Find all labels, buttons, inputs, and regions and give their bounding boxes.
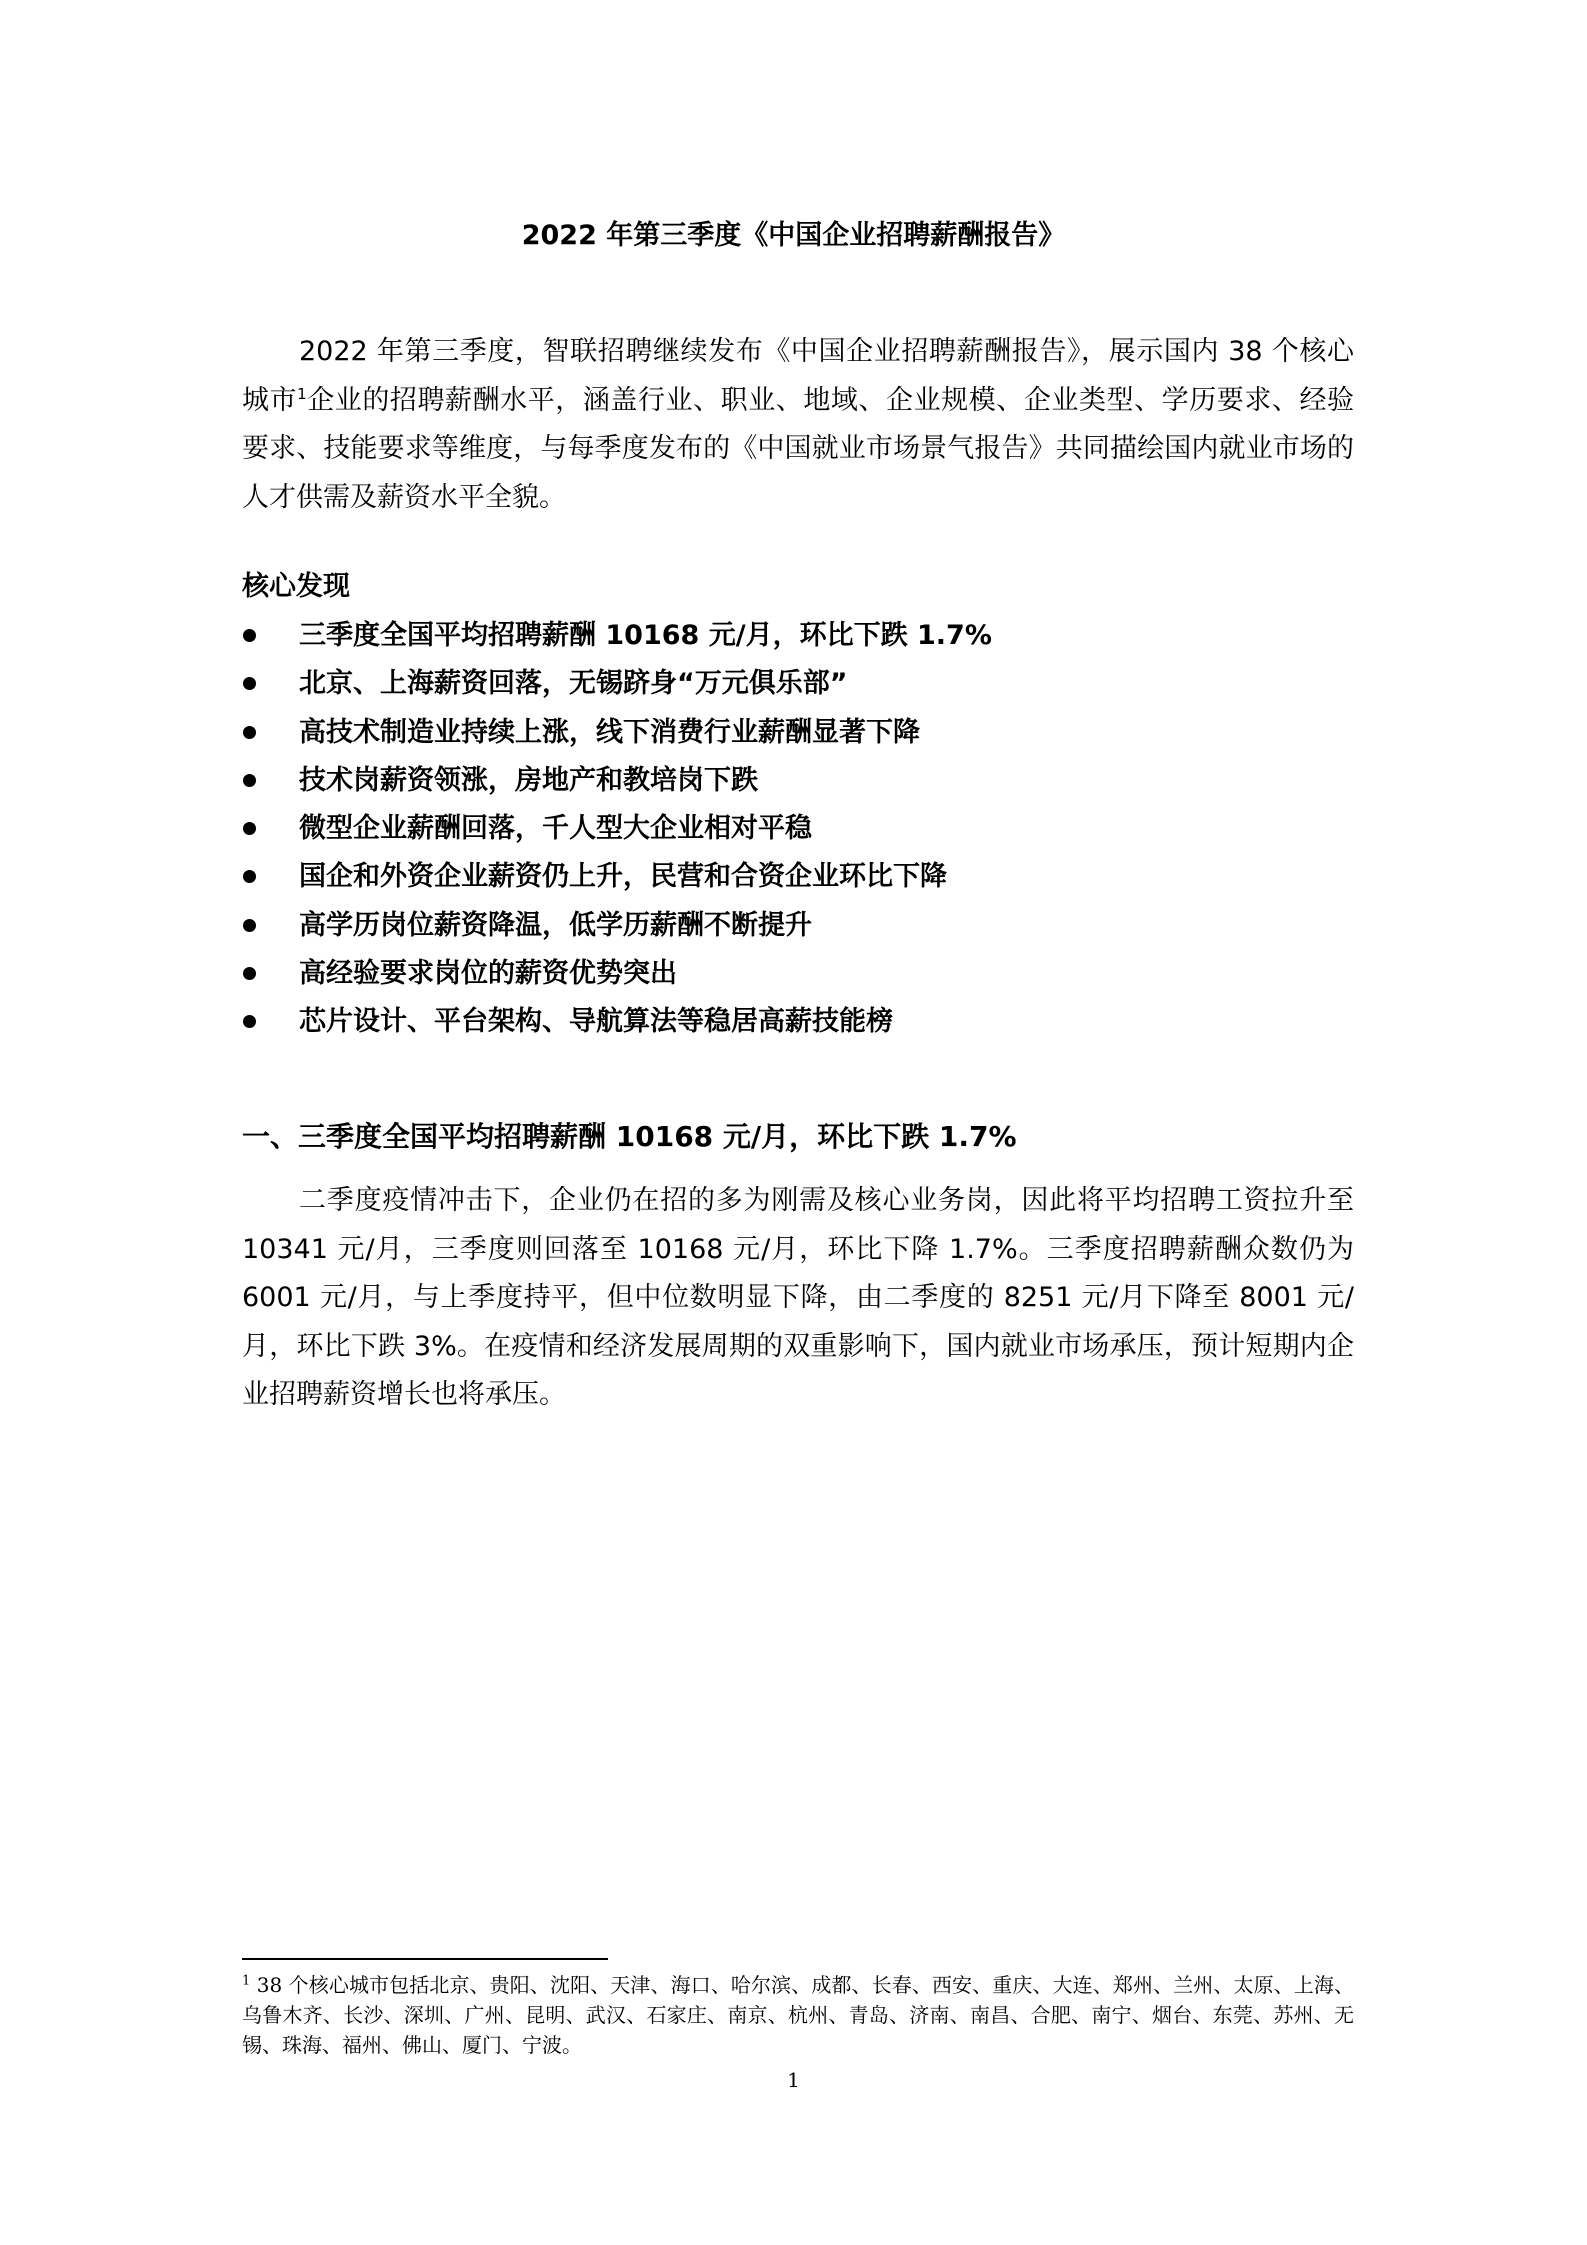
finding-item: [242, 853, 992, 901]
bullet-icon: [243, 967, 256, 980]
bullet-icon: [243, 726, 256, 739]
finding-item: [242, 660, 992, 708]
finding-text: 北京、上海薪资回落，无锡跻身“万元俱乐部”: [299, 668, 848, 700]
intro-text-after-footnote: 企业的招聘薪酬水平，涵盖行业、职业、地域、企业规模、企业类型、学历要求、经验要求、技能要求等维度，与每季度发布的《中国就业市场景气报告》共同描绘国内就业市场的人才供需及薪资水平全貌。: [242, 384, 1355, 513]
finding-item: [242, 612, 992, 660]
intro-paragraph: [242, 328, 1354, 522]
bullet-icon: [243, 677, 256, 690]
intro-text-before-footnote: 2022 年第三季度，智联招聘继续发布《中国企业招聘薪酬报告》，展示国内 38 个核心城市: [242, 336, 1354, 416]
core-findings-heading: 核心发现: [242, 571, 350, 602]
finding-text: 芯片设计、平台架构、导航算法等稳居高薪技能榜: [299, 1006, 893, 1038]
bullet-icon: [243, 629, 256, 642]
finding-item: [242, 902, 992, 950]
finding-item: [242, 757, 992, 805]
bullet-icon: [243, 1015, 256, 1028]
bullet-icon: [243, 870, 256, 883]
footnote-mark: 1: [242, 1973, 251, 1989]
finding-item: [242, 805, 992, 853]
finding-text: 国企和外资企业薪资仍上升，民营和合资企业环比下降: [299, 861, 947, 893]
page-number: 1: [787, 2068, 800, 2092]
footnote-divider: [242, 1958, 608, 1960]
finding-text: 高技术制造业持续上涨，线下消费行业薪酬显著下降: [299, 716, 920, 748]
finding-text: 技术岗薪资领涨，房地产和教培岗下跌: [299, 764, 758, 796]
footnote-reference[interactable]: 1: [297, 384, 307, 403]
core-findings-list: [242, 612, 992, 1047]
footnote-text: 38 个核心城市包括北京、贵阳、沈阳、天津、海口、哈尔滨、成都、长春、西安、重庆、大连、郑州、兰州、太原、上海、乌鲁木齐、长沙、深圳、广州、昆明、武汉、石家庄、南京、杭州、青岛、济南、南昌、合肥、南宁、烟台、东莞、苏州、无锡、珠海、福州、佛山、厦门、宁波。: [242, 1973, 1354, 2057]
finding-text: 高经验要求岗位的薪资优势突出: [299, 958, 677, 990]
finding-text: 高学历岗位薪资降温，低学历薪酬不断提升: [299, 909, 812, 941]
section-one-heading: 一、三季度全国平均招聘薪酬 10168 元/月，环比下跌 1.7%: [242, 1120, 1017, 1153]
bullet-icon: [243, 774, 256, 787]
finding-text: 三季度全国平均招聘薪酬 10168 元/月，环比下跌 1.7%: [299, 620, 992, 651]
finding-item: [242, 950, 992, 998]
finding-text: 微型企业薪酬回落，千人型大企业相对平稳: [299, 813, 812, 845]
bullet-icon: [243, 822, 256, 835]
bullet-icon: [243, 919, 256, 932]
document-title: 2022 年第三季度《中国企业招聘薪酬报告》: [521, 220, 1066, 251]
footnote: [242, 1970, 1354, 2060]
finding-item: [242, 998, 992, 1046]
section-one-paragraph: 二季度疫情冲击下，企业仍在招的多为刚需及核心业务岗，因此将平均招聘工资拉升至 10341 元/月，三季度则回落至 10168 元/月，环比下降 1.7%。三季度招聘薪酬众数仍为 6001 元/月，与上季度持平，但中位数明显下降，由二季度的 8251 元/月下降至 8001 元/月，环比下跌 3%。在疫情和经济发展周期的双重影响下，国内就业市场承压，预计短期内企业招聘薪资增长也将承压。: [242, 1185, 1354, 1410]
finding-item: [242, 709, 992, 757]
